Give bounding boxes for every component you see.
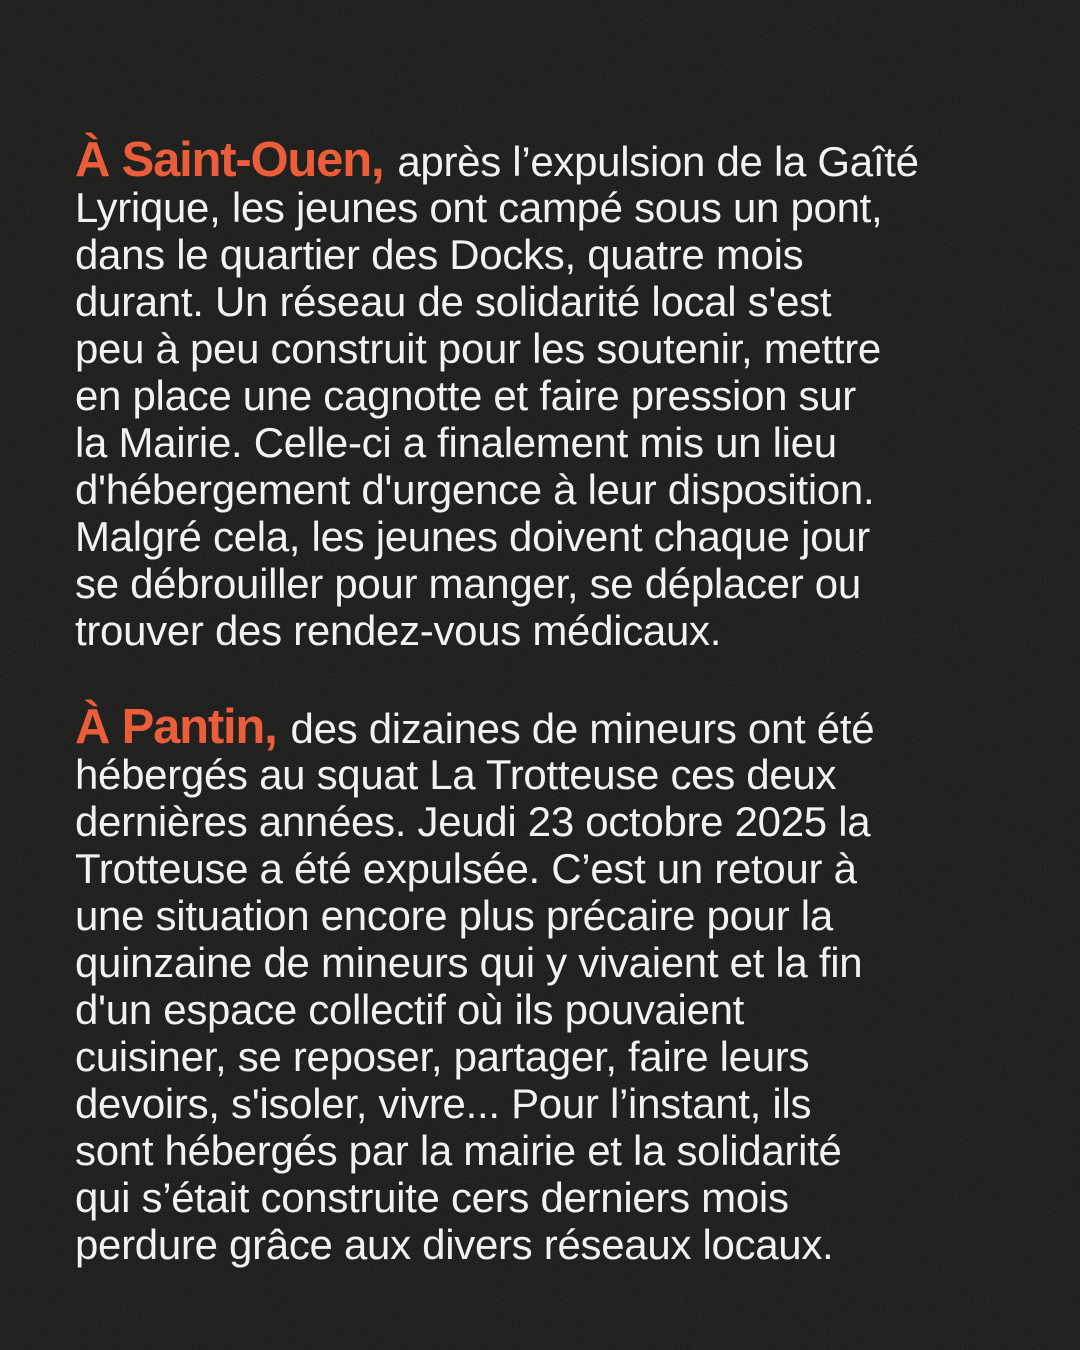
heading-pantin: À Pantin, [75, 700, 277, 754]
text-line: sont hébergés par la mairie et la solidarité [75, 1127, 842, 1174]
text-line: perdure grâce aux divers réseaux locaux. [75, 1221, 834, 1268]
text-line: trouver des rendez-vous médicaux. [75, 607, 722, 654]
text-line-rest: après l’expulsion de la Gaîté [397, 138, 919, 185]
heading-saint-ouen: À Saint-Ouen, [75, 133, 384, 187]
text-line: Lyrique, les jeunes ont campé sous un pont, [75, 184, 883, 231]
text-line: durant. Un réseau de solidarité local s'est [75, 278, 832, 325]
text-line: en place une cagnotte et faire pression sur [75, 372, 856, 419]
text-line: hébergés au squat La Trotteuse ces deux [75, 751, 837, 798]
text-line: qui s’était construite cers derniers mois [75, 1174, 789, 1221]
text-line: Trotteuse a été expulsée. C’est un retour à [75, 845, 857, 892]
text-line: d'un espace collectif où ils pouvaient [75, 986, 745, 1033]
text-line-rest: des dizaines de mineurs ont été [290, 705, 875, 752]
text-content [75, 133, 1010, 1268]
text-line: une situation encore plus précaire pour la [75, 892, 833, 939]
text-line: dernières années. Jeudi 23 octobre 2025 la [75, 798, 871, 845]
text-line [75, 700, 1010, 754]
text-line [75, 133, 1010, 187]
text-line: d'hébergement d'urgence à leur disposition. [75, 466, 875, 513]
text-line: devoirs, s'isoler, vivre... Pour l’instant, ils [75, 1080, 812, 1127]
text-line: dans le quartier des Docks, quatre mois [75, 231, 804, 278]
text-line: quinzaine de mineurs qui y vivaient et la fin [75, 939, 863, 986]
paragraph-saint-ouen [75, 133, 1010, 654]
text-line: se débrouiller pour manger, se déplacer ou [75, 560, 861, 607]
text-line: Malgré cela, les jeunes doivent chaque jour [75, 513, 870, 560]
paragraph-pantin [75, 700, 1010, 1268]
text-line: peu à peu construit pour les soutenir, mettre [75, 325, 881, 372]
text-line: la Mairie. Celle-ci a finalement mis un lieu [75, 419, 837, 466]
text-line: cuisiner, se reposer, partager, faire leurs [75, 1033, 810, 1080]
